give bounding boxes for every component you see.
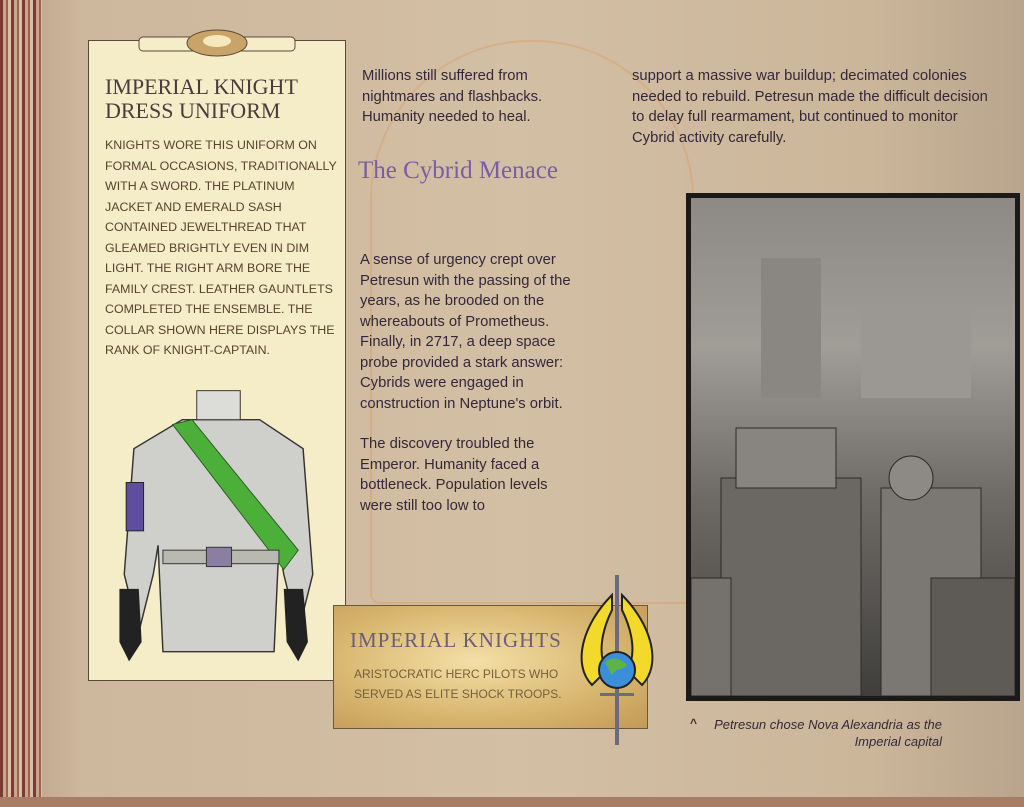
photo-caption: Petresun chose Nova Alexandria as the Imperial capital [714, 717, 942, 749]
sidebar-body: KNIGHTS WORE THIS UNIFORM ON FORMAL OCCASIONS, TRADITIONALLY WITH A SWORD. THE PLATINUM JACKET AND EMERALD SASH CONTAINED JEWELTHREAD THAT GLEAMED BRIGHTLY EVEN IN DIM LIGHT. THE RIGHT ARM BORE THE FAMILY CREST. LEATHER GAUNTLETS COMPLETED THE ENSEMBLE. THE COLLAR SHOWN HERE DISPLAYS THE RANK OF KNIGHT-CAPTAIN. [105, 138, 337, 357]
callout-title: IMPERIAL KNIGHTS [350, 628, 562, 652]
sidebar-title: IMPERIAL KNIGHT DRESS UNIFORM [105, 74, 298, 123]
city-skyline-image [691, 198, 1015, 696]
section-heading: The Cybrid Menace [358, 157, 558, 184]
middle-column [360, 250, 575, 516]
uniform-sidebar [88, 40, 346, 681]
paragraph: support a massive war buildup; decimated colonies needed to rebuild. Petresun made the difficult decision to delay full rearmament, but continued to monitor Cybrid activity carefully. [632, 68, 988, 146]
paragraph: The discovery troubled the Emperor. Humanity faced a bottleneck. Population levels were still too low to [360, 436, 548, 514]
book-page-edges [0, 0, 42, 807]
imperial-knights-emblem-icon [572, 575, 662, 745]
right-column [632, 66, 997, 148]
callout-body: ARISTOCRATIC HERC PILOTS WHO SERVED AS ELITE SHOCK TROOPS. [354, 667, 562, 701]
dress-uniform-illustration [111, 381, 326, 671]
city-photo [686, 193, 1020, 701]
intro-text: Millions still suffered from nightmares and flashbacks. Humanity needed to heal. [362, 68, 543, 125]
caption-pointer-icon: ^ [690, 716, 698, 730]
intro-paragraph [362, 66, 572, 128]
book-bottom-edge [0, 797, 1024, 807]
medallion-ornament [137, 29, 297, 57]
paragraph: A sense of urgency crept over Petresun with the passing of the years, as he brooded on the whereabouts of Prometheus. Finally, in 2717, a deep space probe provided a stark answer: Cybrids were engaged in construction in Neptune's orbit. [360, 252, 571, 412]
